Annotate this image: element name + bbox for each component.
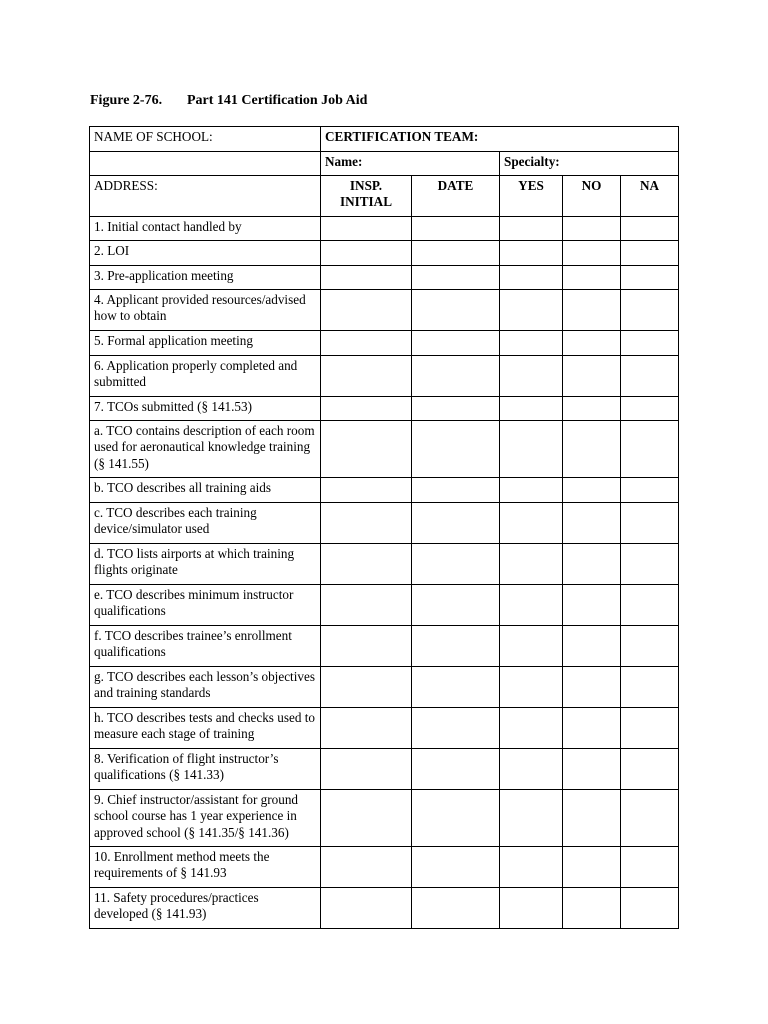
no-cell[interactable] xyxy=(563,421,621,478)
school-name-field[interactable]: NAME OF SCHOOL: xyxy=(90,127,321,152)
yes-cell[interactable] xyxy=(500,626,563,667)
checklist-row xyxy=(90,667,679,708)
no-cell[interactable] xyxy=(563,749,621,790)
insp-initial-cell[interactable] xyxy=(321,585,412,626)
insp-initial-cell[interactable] xyxy=(321,217,412,241)
col-yes: YES xyxy=(500,176,563,217)
yes-cell[interactable] xyxy=(500,478,563,503)
date-cell[interactable] xyxy=(412,626,500,667)
school-row xyxy=(90,127,679,152)
checklist-item-label: 9. Chief instructor/assistant for ground school course has 1 year experience in approved school (§ 141.35/§ 141.36) xyxy=(90,790,321,847)
yes-cell[interactable] xyxy=(500,217,563,241)
yes-cell[interactable] xyxy=(500,847,563,888)
checklist-item-label: g. TCO describes each lesson’s objectives and training standards xyxy=(90,667,321,708)
yes-cell[interactable] xyxy=(500,888,563,929)
figure-number: Figure 2-76. xyxy=(90,93,163,108)
insp-initial-cell[interactable] xyxy=(321,241,412,266)
checklist-row xyxy=(90,749,679,790)
na-cell[interactable] xyxy=(621,847,679,888)
checklist-row xyxy=(90,356,679,397)
checklist-row xyxy=(90,241,679,266)
na-cell[interactable] xyxy=(621,585,679,626)
na-cell[interactable] xyxy=(621,626,679,667)
yes-cell[interactable] xyxy=(500,266,563,290)
col-na: NA xyxy=(621,176,679,217)
na-cell[interactable] xyxy=(621,503,679,544)
no-cell[interactable] xyxy=(563,503,621,544)
yes-cell[interactable] xyxy=(500,790,563,847)
date-cell[interactable] xyxy=(412,708,500,749)
checklist-item-label: e. TCO describes minimum instructor qualifications xyxy=(90,585,321,626)
insp-initial-cell[interactable] xyxy=(321,478,412,503)
date-cell[interactable] xyxy=(412,241,500,266)
na-cell[interactable] xyxy=(621,478,679,503)
insp-initial-cell[interactable] xyxy=(321,266,412,290)
na-cell[interactable] xyxy=(621,708,679,749)
no-cell[interactable] xyxy=(563,847,621,888)
yes-cell[interactable] xyxy=(500,397,563,421)
no-cell[interactable] xyxy=(563,397,621,421)
checklist-item-label: h. TCO describes tests and checks used to measure each stage of training xyxy=(90,708,321,749)
checklist-item-label: a. TCO contains description of each room used for aeronautical knowledge training (§ 141.55) xyxy=(90,421,321,478)
checklist-row xyxy=(90,397,679,421)
date-cell[interactable] xyxy=(412,331,500,356)
figure-title xyxy=(90,93,367,109)
date-cell[interactable] xyxy=(412,478,500,503)
insp-initial-cell[interactable] xyxy=(321,888,412,929)
checklist-row xyxy=(90,847,679,888)
no-cell[interactable] xyxy=(563,331,621,356)
no-cell[interactable] xyxy=(563,266,621,290)
team-name-field[interactable]: Name: xyxy=(321,152,500,176)
checklist-item-label: f. TCO describes trainee’s enrollment qualifications xyxy=(90,626,321,667)
date-cell[interactable] xyxy=(412,290,500,331)
no-cell[interactable] xyxy=(563,356,621,397)
checklist-row xyxy=(90,266,679,290)
checklist-item-label: 3. Pre-application meeting xyxy=(90,266,321,290)
school-name-cont xyxy=(90,152,321,176)
no-cell[interactable] xyxy=(563,626,621,667)
na-cell[interactable] xyxy=(621,290,679,331)
figure-caption: Part 141 Certification Job Aid xyxy=(187,93,368,108)
col-date: DATE xyxy=(412,176,500,217)
date-cell[interactable] xyxy=(412,356,500,397)
checklist-item-label: 7. TCOs submitted (§ 141.53) xyxy=(90,397,321,421)
checklist-item-label: 11. Safety procedures/practices developed (§ 141.93) xyxy=(90,888,321,929)
date-cell[interactable] xyxy=(412,503,500,544)
na-cell[interactable] xyxy=(621,397,679,421)
insp-initial-cell[interactable] xyxy=(321,667,412,708)
col-no: NO xyxy=(563,176,621,217)
insp-initial-cell[interactable] xyxy=(321,790,412,847)
checklist-item-label: 1. Initial contact handled by xyxy=(90,217,321,241)
na-cell[interactable] xyxy=(621,356,679,397)
yes-cell[interactable] xyxy=(500,749,563,790)
team-row xyxy=(90,152,679,176)
no-cell[interactable] xyxy=(563,478,621,503)
checklist-row xyxy=(90,478,679,503)
no-cell[interactable] xyxy=(563,888,621,929)
na-cell[interactable] xyxy=(621,331,679,356)
yes-cell[interactable] xyxy=(500,708,563,749)
checklist-row xyxy=(90,421,679,478)
na-cell[interactable] xyxy=(621,266,679,290)
na-cell[interactable] xyxy=(621,749,679,790)
yes-cell[interactable] xyxy=(500,585,563,626)
checklist-item-label: 6. Application properly completed and submitted xyxy=(90,356,321,397)
no-cell[interactable] xyxy=(563,667,621,708)
job-aid-table xyxy=(89,126,679,929)
checklist-row xyxy=(90,790,679,847)
checklist-row xyxy=(90,217,679,241)
yes-cell[interactable] xyxy=(500,503,563,544)
na-cell[interactable] xyxy=(621,544,679,585)
na-cell[interactable] xyxy=(621,790,679,847)
yes-cell[interactable] xyxy=(500,331,563,356)
checklist-item-label: 5. Formal application meeting xyxy=(90,331,321,356)
checklist-row xyxy=(90,503,679,544)
checklist-item-label: b. TCO describes all training aids xyxy=(90,478,321,503)
na-cell[interactable] xyxy=(621,421,679,478)
checklist-row xyxy=(90,290,679,331)
no-cell[interactable] xyxy=(563,790,621,847)
yes-cell[interactable] xyxy=(500,241,563,266)
na-cell[interactable] xyxy=(621,241,679,266)
checklist-item-label: 10. Enrollment method meets the requirements of § 141.93 xyxy=(90,847,321,888)
checklist-item-label: 8. Verification of flight instructor’s qualifications (§ 141.33) xyxy=(90,749,321,790)
address-field[interactable]: ADDRESS: xyxy=(90,176,321,217)
yes-cell[interactable] xyxy=(500,290,563,331)
insp-initial-cell[interactable] xyxy=(321,331,412,356)
na-cell[interactable] xyxy=(621,667,679,708)
checklist-row xyxy=(90,708,679,749)
no-cell[interactable] xyxy=(563,708,621,749)
checklist-row xyxy=(90,331,679,356)
checklist-item-label: c. TCO describes each training device/simulator used xyxy=(90,503,321,544)
checklist-row xyxy=(90,544,679,585)
na-cell[interactable] xyxy=(621,217,679,241)
checklist-item-label: d. TCO lists airports at which training flights originate xyxy=(90,544,321,585)
yes-cell[interactable] xyxy=(500,544,563,585)
col-insp-initial: INSP. INITIAL xyxy=(321,176,412,217)
insp-initial-cell[interactable] xyxy=(321,397,412,421)
no-cell[interactable] xyxy=(563,217,621,241)
insp-initial-cell[interactable] xyxy=(321,544,412,585)
no-cell[interactable] xyxy=(563,585,621,626)
checklist-row xyxy=(90,585,679,626)
insp-initial-cell[interactable] xyxy=(321,626,412,667)
team-specialty-field[interactable]: Specialty: xyxy=(500,152,679,176)
date-cell[interactable] xyxy=(412,544,500,585)
date-cell[interactable] xyxy=(412,266,500,290)
yes-cell[interactable] xyxy=(500,421,563,478)
checklist-item-label: 2. LOI xyxy=(90,241,321,266)
column-header-row xyxy=(90,176,679,217)
insp-initial-cell[interactable] xyxy=(321,290,412,331)
yes-cell[interactable] xyxy=(500,667,563,708)
no-cell[interactable] xyxy=(563,544,621,585)
date-cell[interactable] xyxy=(412,749,500,790)
date-cell[interactable] xyxy=(412,888,500,929)
checklist-item-label: 4. Applicant provided resources/advised how to obtain xyxy=(90,290,321,331)
na-cell[interactable] xyxy=(621,888,679,929)
date-cell[interactable] xyxy=(412,585,500,626)
yes-cell[interactable] xyxy=(500,356,563,397)
insp-initial-cell[interactable] xyxy=(321,421,412,478)
date-cell[interactable] xyxy=(412,217,500,241)
certification-team-header: CERTIFICATION TEAM: xyxy=(321,127,679,152)
insp-initial-cell[interactable] xyxy=(321,356,412,397)
insp-initial-cell[interactable] xyxy=(321,503,412,544)
insp-initial-cell[interactable] xyxy=(321,708,412,749)
date-cell[interactable] xyxy=(412,847,500,888)
date-cell[interactable] xyxy=(412,397,500,421)
insp-initial-cell[interactable] xyxy=(321,847,412,888)
date-cell[interactable] xyxy=(412,421,500,478)
insp-initial-cell[interactable] xyxy=(321,749,412,790)
no-cell[interactable] xyxy=(563,290,621,331)
date-cell[interactable] xyxy=(412,790,500,847)
no-cell[interactable] xyxy=(563,241,621,266)
checklist-row xyxy=(90,888,679,929)
checklist-row xyxy=(90,626,679,667)
date-cell[interactable] xyxy=(412,667,500,708)
